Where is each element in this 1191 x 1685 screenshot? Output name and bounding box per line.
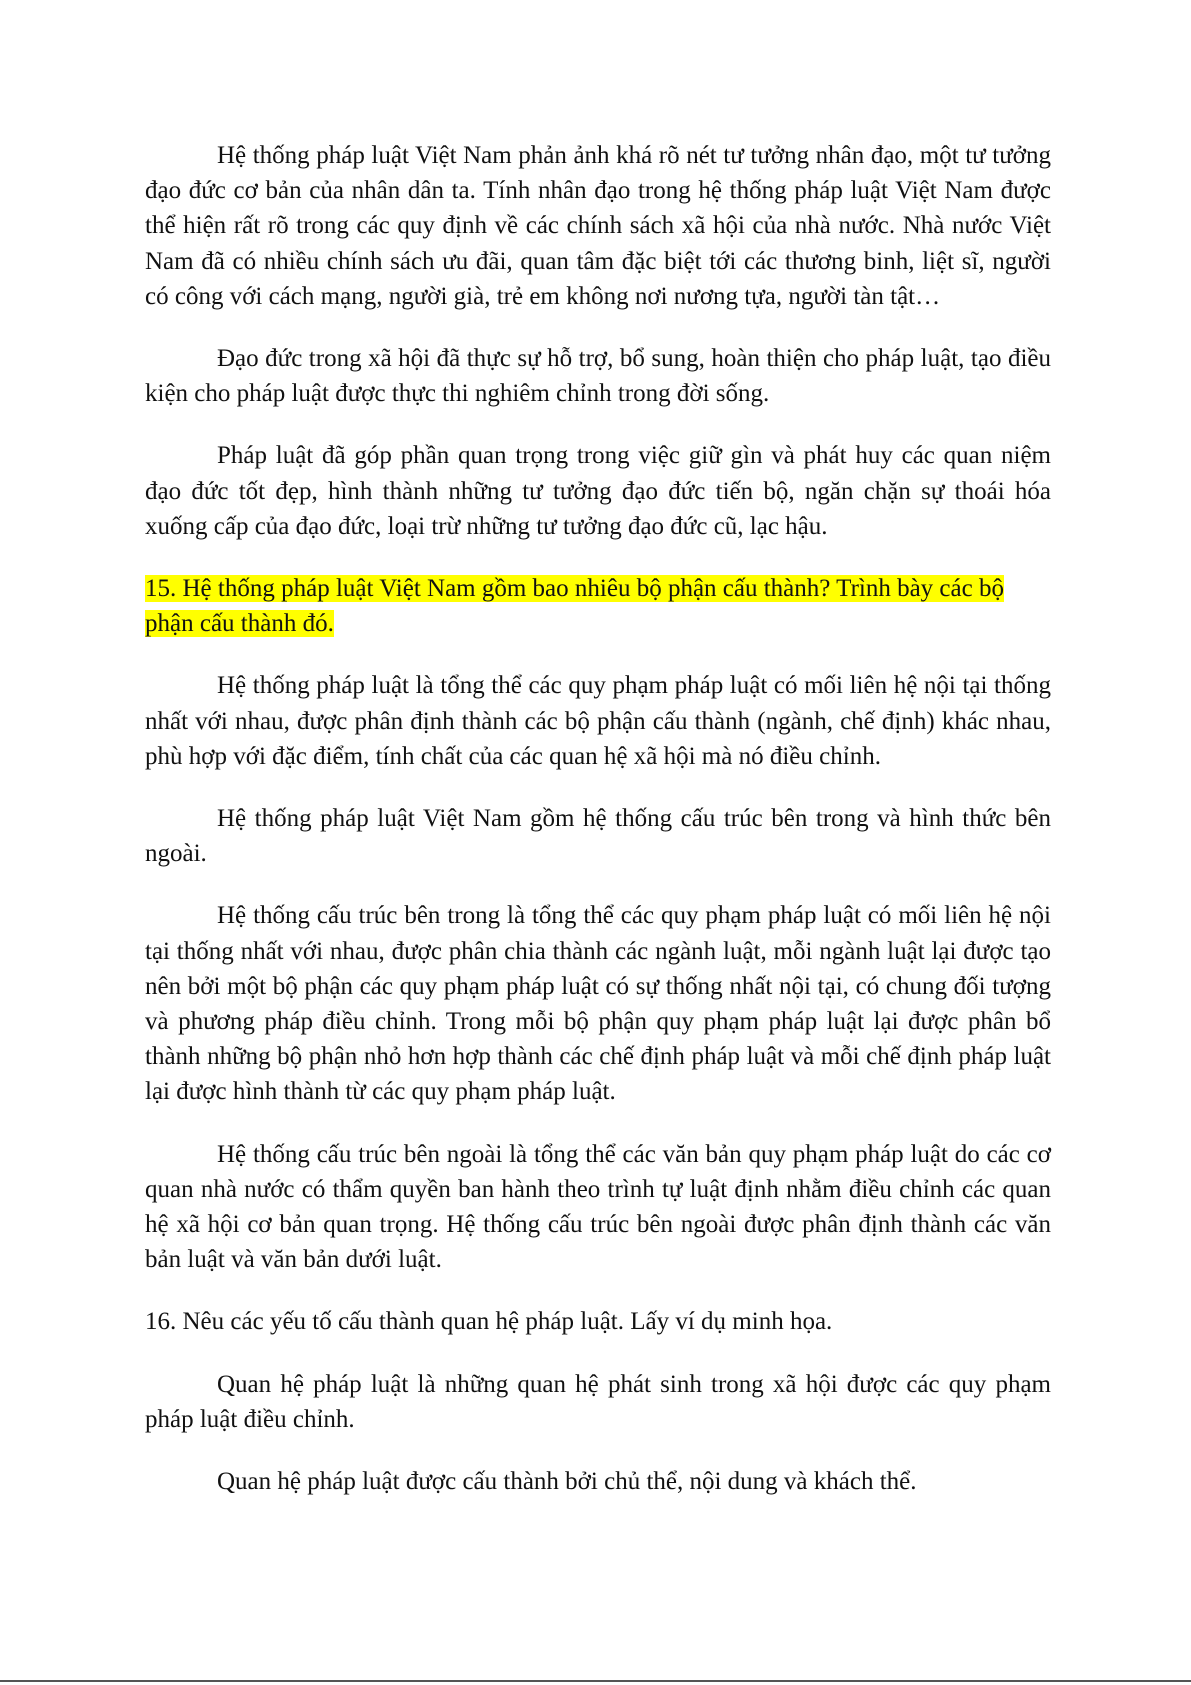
answer-15-components: Hệ thống pháp luật Việt Nam gồm hệ thống cấu trúc bên trong và hình thức bên ngoài. — [145, 805, 1051, 868]
question-15-heading — [145, 571, 1051, 641]
answer-15-internal-structure: Hệ thống cấu trúc bên trong là tổng thể các quy phạm pháp luật có mối liên hệ nội tại thống nhất với nhau, được phân chia thành các ngành luật, mỗi ngành luật lại được tạo nên bởi một bộ phận các quy phạm pháp luật có sự thống nhất nội tại, có chung đối tượng và phương pháp điều chỉnh. Trong mỗi bộ phận quy phạm pháp luật lại được phân bổ thành những bộ phận nhỏ hơn hợp thành các chế định pháp luật và mỗi chế định pháp luật lại được hình thành từ các quy phạm pháp luật. — [145, 902, 1051, 1106]
paragraph-ethics-support-law: Đạo đức trong xã hội đã thực sự hỗ trợ, bổ sung, hoàn thiện cho pháp luật, tạo điều kiện cho pháp luật được thực thi nghiêm chỉnh trong đời sống. — [145, 345, 1051, 408]
answer-15-definition: Hệ thống pháp luật là tổng thể các quy phạm pháp luật có mối liên hệ nội tại thống nhất với nhau, được phân định thành các bộ phận cấu thành (ngành, chế định) khác nhau, phù hợp với đặc điểm, tính chất của các quan hệ xã hội mà nó điều chỉnh. — [145, 672, 1051, 770]
document-page — [145, 138, 1051, 1526]
paragraph-humanitarian: Hệ thống pháp luật Việt Nam phản ảnh khá rõ nét tư tưởng nhân đạo, một tư tưởng đạo đức cơ bản của nhân dân ta. Tính nhân đạo trong hệ thống pháp luật Việt Nam được thể hiện rất rõ trong các quy định về các chính sách xã hội của nhà nước. Nhà nước Việt Nam đã có nhiều chính sách ưu đãi, quan tâm đặc biệt tới các thương binh, liệt sĩ, người có công với cách mạng, người già, trẻ em không nơi nương tựa, người tàn tật… — [145, 142, 1051, 310]
answer-15-external-structure: Hệ thống cấu trúc bên ngoài là tổng thể các văn bản quy phạm pháp luật do các cơ quan nhà nước có thẩm quyền ban hành theo trình tự luật định nhằm điều chỉnh các quan hệ xã hội cơ bản quan trọng. Hệ thống cấu trúc bên ngoài được phân định thành các văn bản luật và văn bản dưới luật. — [145, 1140, 1051, 1274]
page-bottom-rule — [0, 1680, 1191, 1682]
question-16-heading: 16. Nêu các yếu tố cấu thành quan hệ pháp luật. Lấy ví dụ minh họa. — [145, 1308, 833, 1336]
answer-16-definition: Quan hệ pháp luật là những quan hệ phát sinh trong xã hội được các quy phạm pháp luật điều chỉnh. — [145, 1370, 1051, 1433]
question-15-highlight: 15. Hệ thống pháp luật Việt Nam gồm bao nhiêu bộ phận cấu thành? Trình bày các bộ phận cấu thành đó. — [145, 575, 1004, 638]
answer-16-elements: Quan hệ pháp luật được cấu thành bởi chủ thể, nội dung và khách thể. — [217, 1468, 917, 1496]
paragraph-law-preserves-ethics: Pháp luật đã góp phần quan trọng trong việc giữ gìn và phát huy các quan niệm đạo đức tốt đẹp, hình thành những tư tưởng đạo đức tiến bộ, ngăn chặn sự thoái hóa xuống cấp của đạo đức, loại trừ những tư tưởng đạo đức cũ, lạc hậu. — [145, 442, 1051, 540]
